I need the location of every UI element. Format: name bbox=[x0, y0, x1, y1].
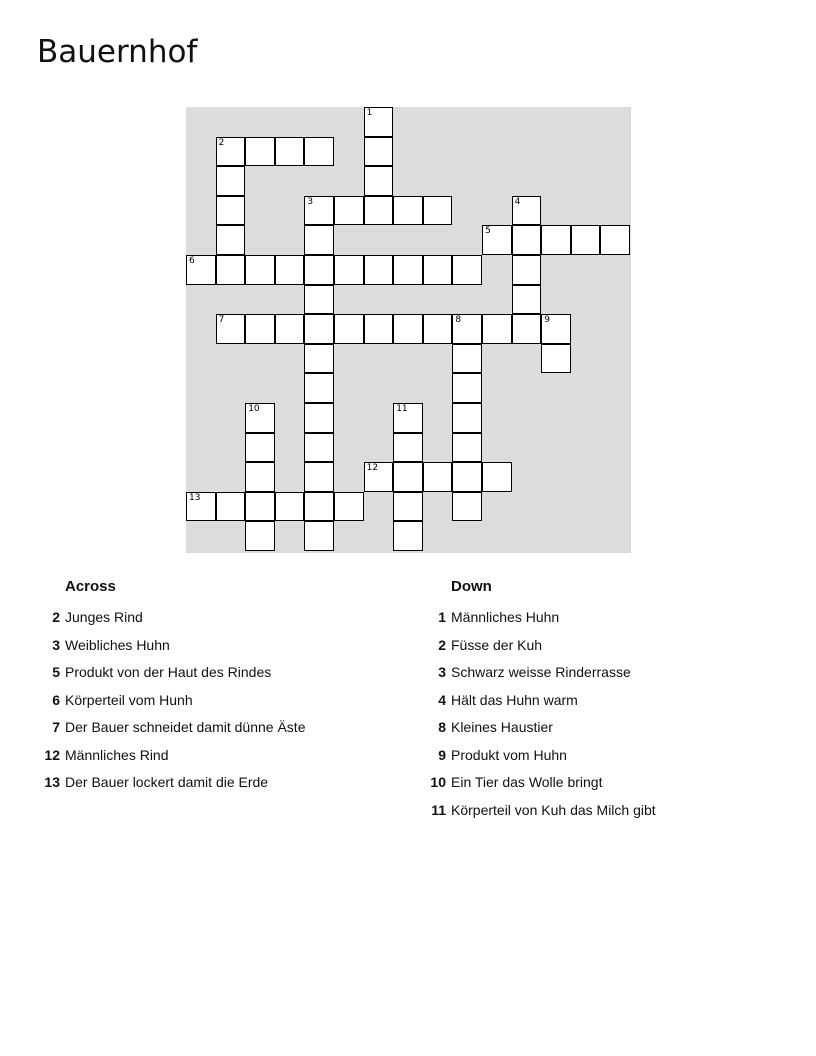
crossword-cell[interactable] bbox=[452, 314, 482, 344]
crossword-cell[interactable] bbox=[304, 137, 334, 167]
crossword-cell[interactable] bbox=[452, 255, 482, 285]
cell-number: 10 bbox=[248, 404, 260, 414]
crossword-cell[interactable] bbox=[364, 314, 394, 344]
crossword-cell[interactable] bbox=[452, 344, 482, 374]
crossword-cell[interactable] bbox=[482, 225, 512, 255]
crossword-cell[interactable] bbox=[482, 462, 512, 492]
clue-text: Produkt von der Haut des Rindes bbox=[65, 664, 272, 680]
cell-number: 2 bbox=[218, 137, 225, 148]
crossword-cell[interactable] bbox=[512, 314, 542, 344]
crossword-cell[interactable] bbox=[304, 196, 334, 226]
crossword-cell[interactable] bbox=[600, 225, 630, 255]
crossword-cell[interactable] bbox=[245, 492, 275, 522]
cell-number: 7 bbox=[218, 315, 225, 326]
clue-number: 5 bbox=[52, 664, 60, 680]
crossword-cell[interactable] bbox=[393, 433, 423, 463]
cell-number: 9 bbox=[544, 315, 550, 326]
clue-text: Männliches Rind bbox=[65, 746, 169, 763]
crossword-cell[interactable] bbox=[364, 166, 394, 196]
crossword-cell[interactable] bbox=[304, 492, 334, 522]
crossword-cell[interactable] bbox=[512, 285, 542, 315]
clue-text: Füsse der Kuh bbox=[451, 636, 543, 653]
crossword-cell[interactable] bbox=[452, 403, 482, 433]
clue-number: 2 bbox=[52, 609, 60, 625]
crossword-cell[interactable] bbox=[216, 225, 246, 255]
crossword-cell[interactable] bbox=[364, 196, 394, 226]
crossword-cell[interactable] bbox=[245, 403, 275, 433]
clue-text: Der Bauer lockert damit die Erde bbox=[65, 774, 269, 790]
crossword-cell[interactable] bbox=[571, 225, 601, 255]
across-heading: Across bbox=[65, 578, 116, 595]
crossword-cell[interactable] bbox=[334, 492, 364, 522]
clue-number: 3 bbox=[52, 636, 60, 653]
crossword-cell[interactable] bbox=[393, 255, 423, 285]
clue-text: Hält das Huhn warm bbox=[451, 691, 578, 708]
page-title: Bauernhof bbox=[37, 34, 198, 70]
crossword-cell[interactable] bbox=[216, 137, 246, 167]
clue-number: 1 bbox=[438, 609, 446, 625]
crossword-cell[interactable] bbox=[304, 255, 334, 285]
crossword-cell[interactable] bbox=[541, 314, 571, 344]
crossword-cell[interactable] bbox=[452, 373, 482, 403]
crossword-cell[interactable] bbox=[245, 255, 275, 285]
crossword-cell[interactable] bbox=[334, 314, 364, 344]
down-heading: Down bbox=[451, 578, 492, 595]
crossword-cell[interactable] bbox=[452, 462, 482, 492]
crossword-cell[interactable] bbox=[512, 196, 542, 226]
crossword-cell[interactable] bbox=[423, 196, 453, 226]
crossword-cell[interactable] bbox=[186, 492, 216, 522]
clue-number: 3 bbox=[438, 664, 446, 680]
crossword-cell[interactable] bbox=[304, 433, 334, 463]
crossword-cell[interactable] bbox=[304, 373, 334, 403]
clue-number: 7 bbox=[52, 719, 60, 735]
crossword-cell[interactable] bbox=[452, 492, 482, 522]
crossword-cell[interactable] bbox=[275, 255, 305, 285]
clue-number: 2 bbox=[438, 636, 446, 653]
clue-number: 11 bbox=[431, 801, 446, 818]
crossword-cell[interactable] bbox=[334, 196, 364, 226]
crossword-cell[interactable] bbox=[245, 433, 275, 463]
crossword-cell[interactable] bbox=[334, 255, 364, 285]
crossword-cell[interactable] bbox=[393, 196, 423, 226]
clue-text: Der Bauer schneidet damit dünne Äste bbox=[65, 719, 306, 735]
crossword-cell[interactable] bbox=[482, 314, 512, 344]
crossword-cell[interactable] bbox=[304, 285, 334, 315]
crossword-cell[interactable] bbox=[393, 403, 423, 433]
crossword-cell[interactable] bbox=[304, 344, 334, 374]
clue-number: 4 bbox=[438, 691, 446, 708]
clue-text: Schwarz weisse Rinderrasse bbox=[451, 664, 631, 680]
clue-number: 13 bbox=[44, 774, 60, 790]
crossword-cell[interactable] bbox=[245, 521, 275, 551]
crossword-cell[interactable] bbox=[364, 107, 394, 137]
crossword-cell[interactable] bbox=[186, 255, 216, 285]
crossword-cell[interactable] bbox=[423, 314, 453, 344]
crossword-cell[interactable] bbox=[423, 255, 453, 285]
crossword-cell[interactable] bbox=[304, 314, 334, 344]
clue-number: 9 bbox=[438, 746, 446, 763]
clue-text: Produkt vom Huhn bbox=[451, 746, 567, 763]
cell-number: 13 bbox=[189, 492, 201, 503]
crossword-cell[interactable] bbox=[216, 255, 246, 285]
crossword-cell[interactable] bbox=[304, 403, 334, 433]
crossword-grid bbox=[186, 107, 631, 553]
clue-text: Ein Tier das Wolle bringt bbox=[451, 774, 603, 790]
crossword-cell[interactable] bbox=[541, 225, 571, 255]
crossword-cell[interactable] bbox=[216, 196, 246, 226]
crossword-cell[interactable] bbox=[275, 492, 305, 522]
clue-text: Kleines Haustier bbox=[451, 719, 553, 735]
cell-number: 4 bbox=[514, 196, 521, 207]
clue-text: Junges Rind bbox=[65, 609, 143, 625]
crossword-cell[interactable] bbox=[364, 137, 394, 167]
cell-number: 3 bbox=[307, 196, 314, 207]
crossword-cell[interactable] bbox=[245, 462, 275, 492]
cell-number: 11 bbox=[396, 404, 408, 414]
cell-number: 1 bbox=[366, 108, 373, 118]
crossword-cell[interactable] bbox=[216, 166, 246, 196]
crossword-cell[interactable] bbox=[275, 137, 305, 167]
crossword-cell[interactable] bbox=[364, 255, 394, 285]
crossword-cell[interactable] bbox=[393, 462, 423, 492]
cell-number: 12 bbox=[366, 463, 379, 474]
crossword-cell[interactable] bbox=[364, 462, 394, 492]
clue-number: 8 bbox=[438, 719, 446, 735]
crossword-cell[interactable] bbox=[304, 225, 334, 255]
crossword-cell[interactable] bbox=[512, 255, 542, 285]
clue-text: Weibliches Huhn bbox=[65, 636, 170, 653]
crossword-cell[interactable] bbox=[304, 521, 334, 551]
crossword-cell[interactable] bbox=[216, 314, 246, 344]
cell-number: 8 bbox=[455, 315, 462, 326]
clue-number: 10 bbox=[430, 774, 446, 790]
cell-number: 5 bbox=[485, 226, 491, 237]
clue-text: Körperteil von Kuh das Milch gibt bbox=[451, 801, 656, 818]
crossword-cell[interactable] bbox=[452, 433, 482, 463]
clue-number: 12 bbox=[44, 746, 60, 763]
crossword-cell[interactable] bbox=[512, 225, 542, 255]
crossword-cell[interactable] bbox=[393, 492, 423, 522]
clue-text: Männliches Huhn bbox=[451, 609, 560, 625]
crossword-cell[interactable] bbox=[245, 314, 275, 344]
clue-text: Körperteil vom Hunh bbox=[65, 691, 193, 708]
crossword-cell[interactable] bbox=[304, 462, 334, 492]
crossword-cell[interactable] bbox=[245, 137, 275, 167]
crossword-cell[interactable] bbox=[423, 462, 453, 492]
crossword-cell[interactable] bbox=[541, 344, 571, 374]
crossword-cell[interactable] bbox=[216, 492, 246, 522]
crossword-cell[interactable] bbox=[393, 521, 423, 551]
crossword-cell[interactable] bbox=[393, 314, 423, 344]
cell-number: 6 bbox=[189, 256, 195, 266]
clue-number: 6 bbox=[52, 691, 60, 708]
crossword-cell[interactable] bbox=[275, 314, 305, 344]
